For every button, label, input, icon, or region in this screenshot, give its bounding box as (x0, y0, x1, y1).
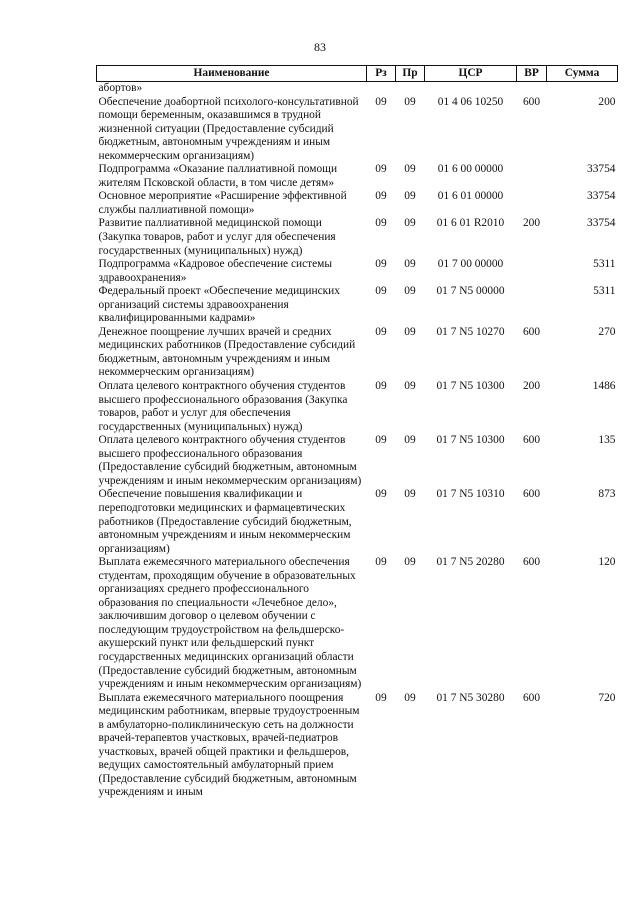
table-row (97, 434, 618, 488)
cell-rz: 09 (375, 325, 387, 338)
cell-pr: 09 (404, 325, 416, 338)
cell-csr: 01 7 00 00000 (437, 258, 504, 271)
table-row (97, 96, 618, 164)
cell-vr (517, 190, 547, 217)
cell-vr: 600 (522, 434, 541, 447)
table-row (97, 285, 618, 326)
page-number: 83 (314, 40, 326, 54)
cell-vr: 200 (522, 217, 541, 230)
cell-sum (547, 82, 618, 96)
cell-sum: 1486 (592, 380, 616, 393)
cell-csr: 01 6 00 00000 (437, 163, 504, 176)
table-row (97, 82, 618, 96)
cell-rz: 09 (375, 285, 387, 298)
cell-csr: 01 7 N5 10310 (436, 488, 505, 501)
cell-csr: 01 7 N5 20280 (436, 556, 505, 569)
cell-csr: 01 7 N5 00000 (436, 285, 505, 298)
cell-name: абортов» (98, 82, 143, 94)
cell-rz: 09 (375, 190, 387, 203)
cell-csr: 01 7 N5 30280 (436, 691, 505, 704)
cell-csr (425, 82, 517, 96)
cell-name: Оплата целевого контрактного обучения студентов высшего профессионального образования (Предоставление субсидий бюджетным, автономным учреждениям и иным некоммерческим организациям) (98, 434, 362, 487)
cell-pr: 09 (404, 556, 416, 569)
header-csr: ЦСР (425, 66, 517, 82)
cell-vr (517, 258, 547, 285)
cell-vr: 600 (522, 691, 541, 704)
cell-rz: 09 (375, 556, 387, 569)
table-row (97, 190, 618, 217)
cell-sum: 33754 (587, 217, 616, 230)
cell-pr: 09 (404, 285, 416, 298)
table-row (97, 380, 618, 434)
budget-table-container (96, 65, 617, 800)
cell-csr: 01 4 06 10250 (437, 95, 504, 108)
cell-sum: 270 (598, 325, 616, 338)
cell-rz: 09 (375, 217, 387, 230)
cell-pr: 09 (404, 434, 416, 447)
cell-pr (396, 82, 425, 96)
cell-pr: 09 (404, 691, 416, 704)
table-header-row (97, 66, 618, 82)
cell-sum: 873 (598, 488, 616, 501)
cell-sum: 120 (598, 556, 616, 569)
table-row (97, 163, 618, 190)
cell-pr: 09 (404, 488, 416, 501)
cell-pr: 09 (404, 190, 416, 203)
cell-sum: 33754 (587, 190, 616, 203)
cell-vr (517, 285, 547, 326)
cell-name: Выплата ежемесячного материального обеспечения студентам, проходящим обучение в образовательных организациях среднего профессионального образования по специальности «Лечебное дело», заключившим договор о целевом обучении с последующим трудоустройством на фельдшерско-акушерский пункт или фельдшерский пункт государственных медицинских организаций области (Предоставление субсидий бюджетным, автономным учреждениям и иным некоммерческим организациям) (98, 556, 362, 691)
cell-rz: 09 (375, 691, 387, 704)
cell-vr: 600 (522, 95, 541, 108)
cell-name: Развитие паллиативной медицинской помощи (Закупка товаров, работ и услуг для обеспечения государственных (муниципальных) нужд) (98, 217, 336, 257)
cell-rz: 09 (375, 488, 387, 501)
cell-vr (517, 163, 547, 190)
cell-csr: 01 7 N5 10270 (436, 325, 505, 338)
budget-table (96, 65, 618, 800)
table-row (97, 217, 618, 258)
cell-rz: 09 (375, 163, 387, 176)
cell-vr: 600 (522, 556, 541, 569)
cell-sum: 5311 (593, 258, 616, 271)
cell-csr: 01 7 N5 10300 (436, 380, 505, 393)
cell-name: Оплата целевого контрактного обучения студентов высшего профессионального образования (Закупка товаров, работ и услуг для обеспечения государственных (муниципальных) нужд) (98, 380, 348, 433)
cell-pr: 09 (404, 258, 416, 271)
cell-sum: 5311 (593, 285, 616, 298)
table-body (97, 82, 618, 800)
cell-pr: 09 (404, 95, 416, 108)
cell-name: Выплата ежемесячного материального поощрения медицинским работникам, впервые трудоустроенным в амбулаторно-поликлиническую сеть на должности врачей-терапевтов участковых, врачей-педиатров участковых, врачей общей практики и фельдшеров, ведущих самостоятельный амбулаторный прием (Предоставление субсидий бюджетным, автономным учреждениям и иным (98, 691, 360, 799)
cell-pr: 09 (404, 380, 416, 393)
cell-pr: 09 (404, 217, 416, 230)
cell-csr: 01 6 01 R2010 (436, 217, 505, 230)
cell-rz: 09 (375, 434, 387, 447)
table-row (97, 258, 618, 285)
cell-sum: 135 (598, 434, 616, 447)
table-row (97, 326, 618, 380)
cell-name: Обеспечение повышения квалификации и переподготовки медицинских и фармацевтических работников (Предоставление субсидий бюджетным, автономным учреждениям и иным некоммерческим организациям) (98, 488, 352, 555)
header-name: Наименование (97, 66, 367, 82)
cell-name: Федеральный проект «Обеспечение медицинских организаций системы здравоохранения квалифицированными кадрами» (98, 285, 340, 325)
header-rz: Рз (367, 66, 396, 82)
cell-sum: 720 (598, 691, 616, 704)
cell-name: Подпрограмма «Кадровое обеспечение системы здравоохранения» (98, 258, 333, 284)
cell-name: Подпрограмма «Оказание паллиативной помощи жителям Псковской области, в том числе детям» (98, 163, 338, 189)
table-row (97, 556, 618, 691)
cell-rz: 09 (375, 380, 387, 393)
cell-vr: 200 (522, 380, 541, 393)
cell-name: Обеспечение доабортной психолого-консультативной помощи беременным, оказавшимся в трудной жизненной ситуации (Предоставление субсидий бюджетным, автономным учреждениям и иным некоммерческим организациям) (98, 95, 359, 162)
cell-rz: 09 (375, 258, 387, 271)
cell-csr: 01 7 N5 10300 (436, 434, 505, 447)
cell-name: Основное мероприятие «Расширение эффективной службы паллиативной помощи» (98, 190, 347, 216)
cell-vr (517, 82, 547, 96)
cell-vr: 600 (522, 488, 541, 501)
cell-sum: 33754 (587, 163, 616, 176)
header-sum: Сумма (547, 66, 618, 82)
cell-vr: 600 (522, 325, 541, 338)
cell-pr: 09 (404, 163, 416, 176)
cell-sum: 200 (598, 95, 616, 108)
cell-csr: 01 6 01 00000 (437, 190, 504, 203)
table-row (97, 692, 618, 800)
cell-rz (367, 82, 396, 96)
header-pr: Пр (396, 66, 425, 82)
cell-name: Денежное поощрение лучших врачей и средних медицинских работников (Предоставление субсидий бюджетным, автономным учреждениям и иным некоммерческим организациям) (98, 325, 356, 379)
cell-rz: 09 (375, 95, 387, 108)
table-row (97, 488, 618, 556)
header-vr: ВР (517, 66, 547, 82)
